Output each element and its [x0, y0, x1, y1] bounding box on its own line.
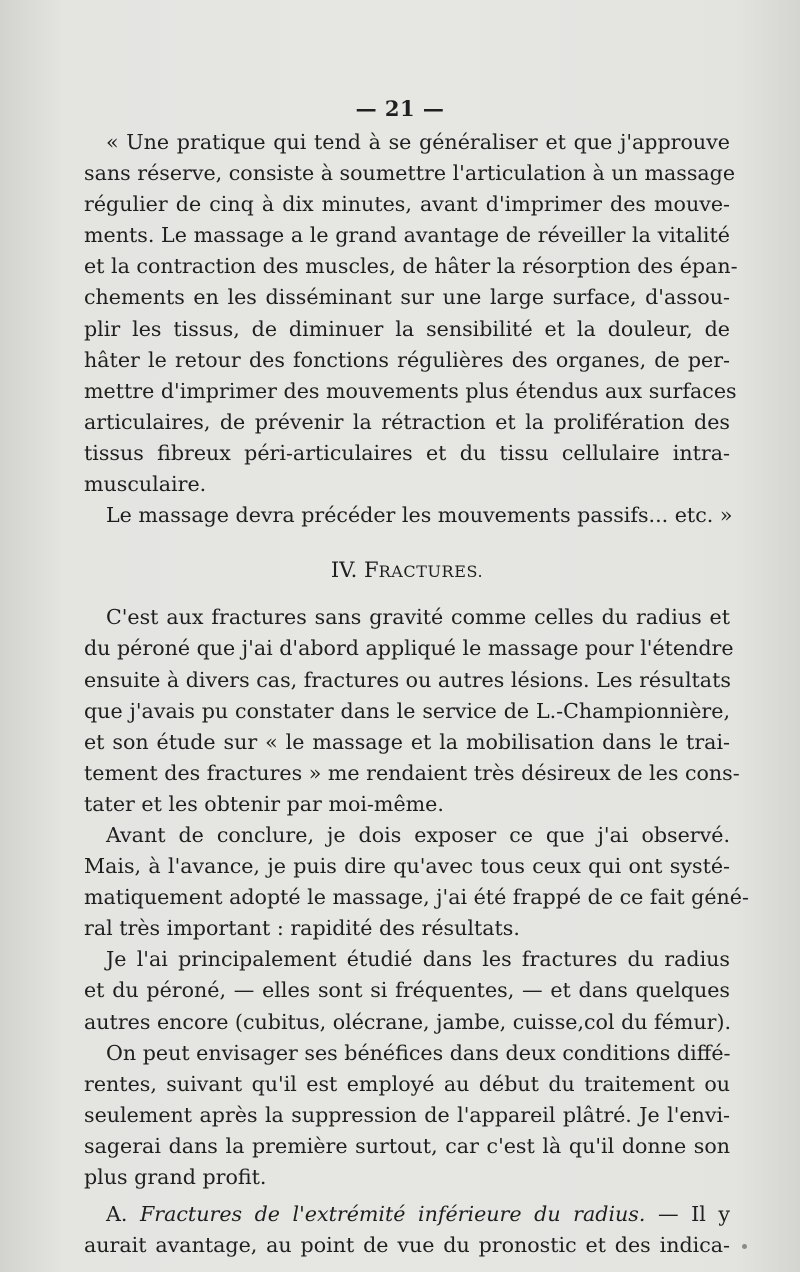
- text-line: régulier de cinq à dix minutes, avant d'imprimer des mouve-: [84, 192, 730, 217]
- text-line: plus grand profit.: [84, 1165, 267, 1189]
- text-line: seulement après la suppression de l'appareil plâtré. Je l'envi-: [84, 1102, 730, 1127]
- text-line: plir les tissus, de diminuer la sensibilité et la douleur, de: [84, 316, 730, 341]
- text-line: ments. Le massage a le grand avantage de réveiller la vitalité: [84, 223, 730, 248]
- text-line: chements en les disséminant sur une large surface, d'assou-: [84, 285, 730, 310]
- heading-numeral: IV.: [330, 558, 358, 583]
- text-line: hâter le retour des fonctions régulières des organes, de per-: [84, 347, 730, 372]
- text-line: musculaire.: [84, 472, 207, 497]
- text-line: rentes, suivant qu'il est employé au début du traitement ou: [84, 1071, 730, 1096]
- text-line: Avant de conclure, je dois exposer ce que j'ai observé.: [106, 822, 730, 847]
- text-line: tement des fractures » me rendaient très désireux de les cons-: [84, 760, 740, 785]
- text-line: « Une pratique qui tend à se généraliser et que j'approuve: [106, 130, 730, 154]
- subsection-continuation: — Il y: [657, 1202, 731, 1227]
- text-line: aurait avantage, au point de vue du pronostic et des indica-: [84, 1233, 730, 1258]
- paper-speck: [742, 1244, 747, 1249]
- text-line: mettre d'imprimer des mouvements plus étendus aux surfaces: [84, 378, 737, 403]
- text-line: tater et les obtenir par moi-même.: [84, 791, 444, 816]
- text-line: ensuite à divers cas, fractures ou autres lésions. Les résultats: [84, 667, 731, 692]
- subsection-line: [84, 1199, 730, 1230]
- text-line: du péroné que j'ai d'abord appliqué le massage pour l'étendre: [84, 636, 734, 661]
- heading-small-caps: RACTURES.: [378, 562, 484, 582]
- text-line: que j'avais pu constater dans le service de L.-Championnière,: [84, 698, 730, 723]
- text-line: et du péroné, — elles sont si fréquentes, — et dans quelques: [84, 978, 730, 1003]
- text-line: et la contraction des muscles, de hâter la résorption des épan-: [84, 254, 738, 279]
- heading-first-letter: F: [363, 558, 379, 583]
- text-line: et son étude sur « le massage et la mobilisation dans le trai-: [84, 729, 730, 754]
- text-line: tissus fibreux péri-articulaires et du tissu cellulaire intra-: [84, 440, 730, 465]
- text-line: ral très important : rapidité des résultats.: [84, 916, 520, 941]
- text-line: Le massage devra précéder les mouvements passifs... etc. »: [106, 503, 733, 528]
- subsection-title: Fractures de l'extrémité inférieure du radius.: [139, 1202, 646, 1227]
- text-line: C'est aux fractures sans gravité comme celles du radius et: [106, 605, 730, 630]
- text-line: On peut envisager ses bénéfices dans deux conditions diffé-: [106, 1040, 731, 1065]
- page-number: — 21 —: [355, 96, 445, 121]
- text-line: sans réserve, consiste à soumettre l'articulation à un massage: [84, 161, 736, 186]
- body-text: [84, 127, 749, 1261]
- section-heading: [84, 555, 730, 586]
- text-line: Je l'ai principalement étudié dans les fractures du radius: [106, 947, 730, 972]
- subsection-letter: A.: [106, 1202, 128, 1227]
- text-line: Mais, à l'avance, je puis dire qu'avec tous ceux qui ont systé-: [84, 854, 730, 879]
- text-line: autres encore (cubitus, olécrane, jambe, cuisse,col du fémur).: [84, 1009, 732, 1034]
- text-line: sagerai dans la première surtout, car c'est là qu'il donne son: [84, 1133, 730, 1158]
- text-line: matiquement adopté le massage, j'ai été frappé de ce fait géné-: [84, 885, 749, 910]
- text-line: articulaires, de prévenir la rétraction et la prolifération des: [84, 409, 730, 434]
